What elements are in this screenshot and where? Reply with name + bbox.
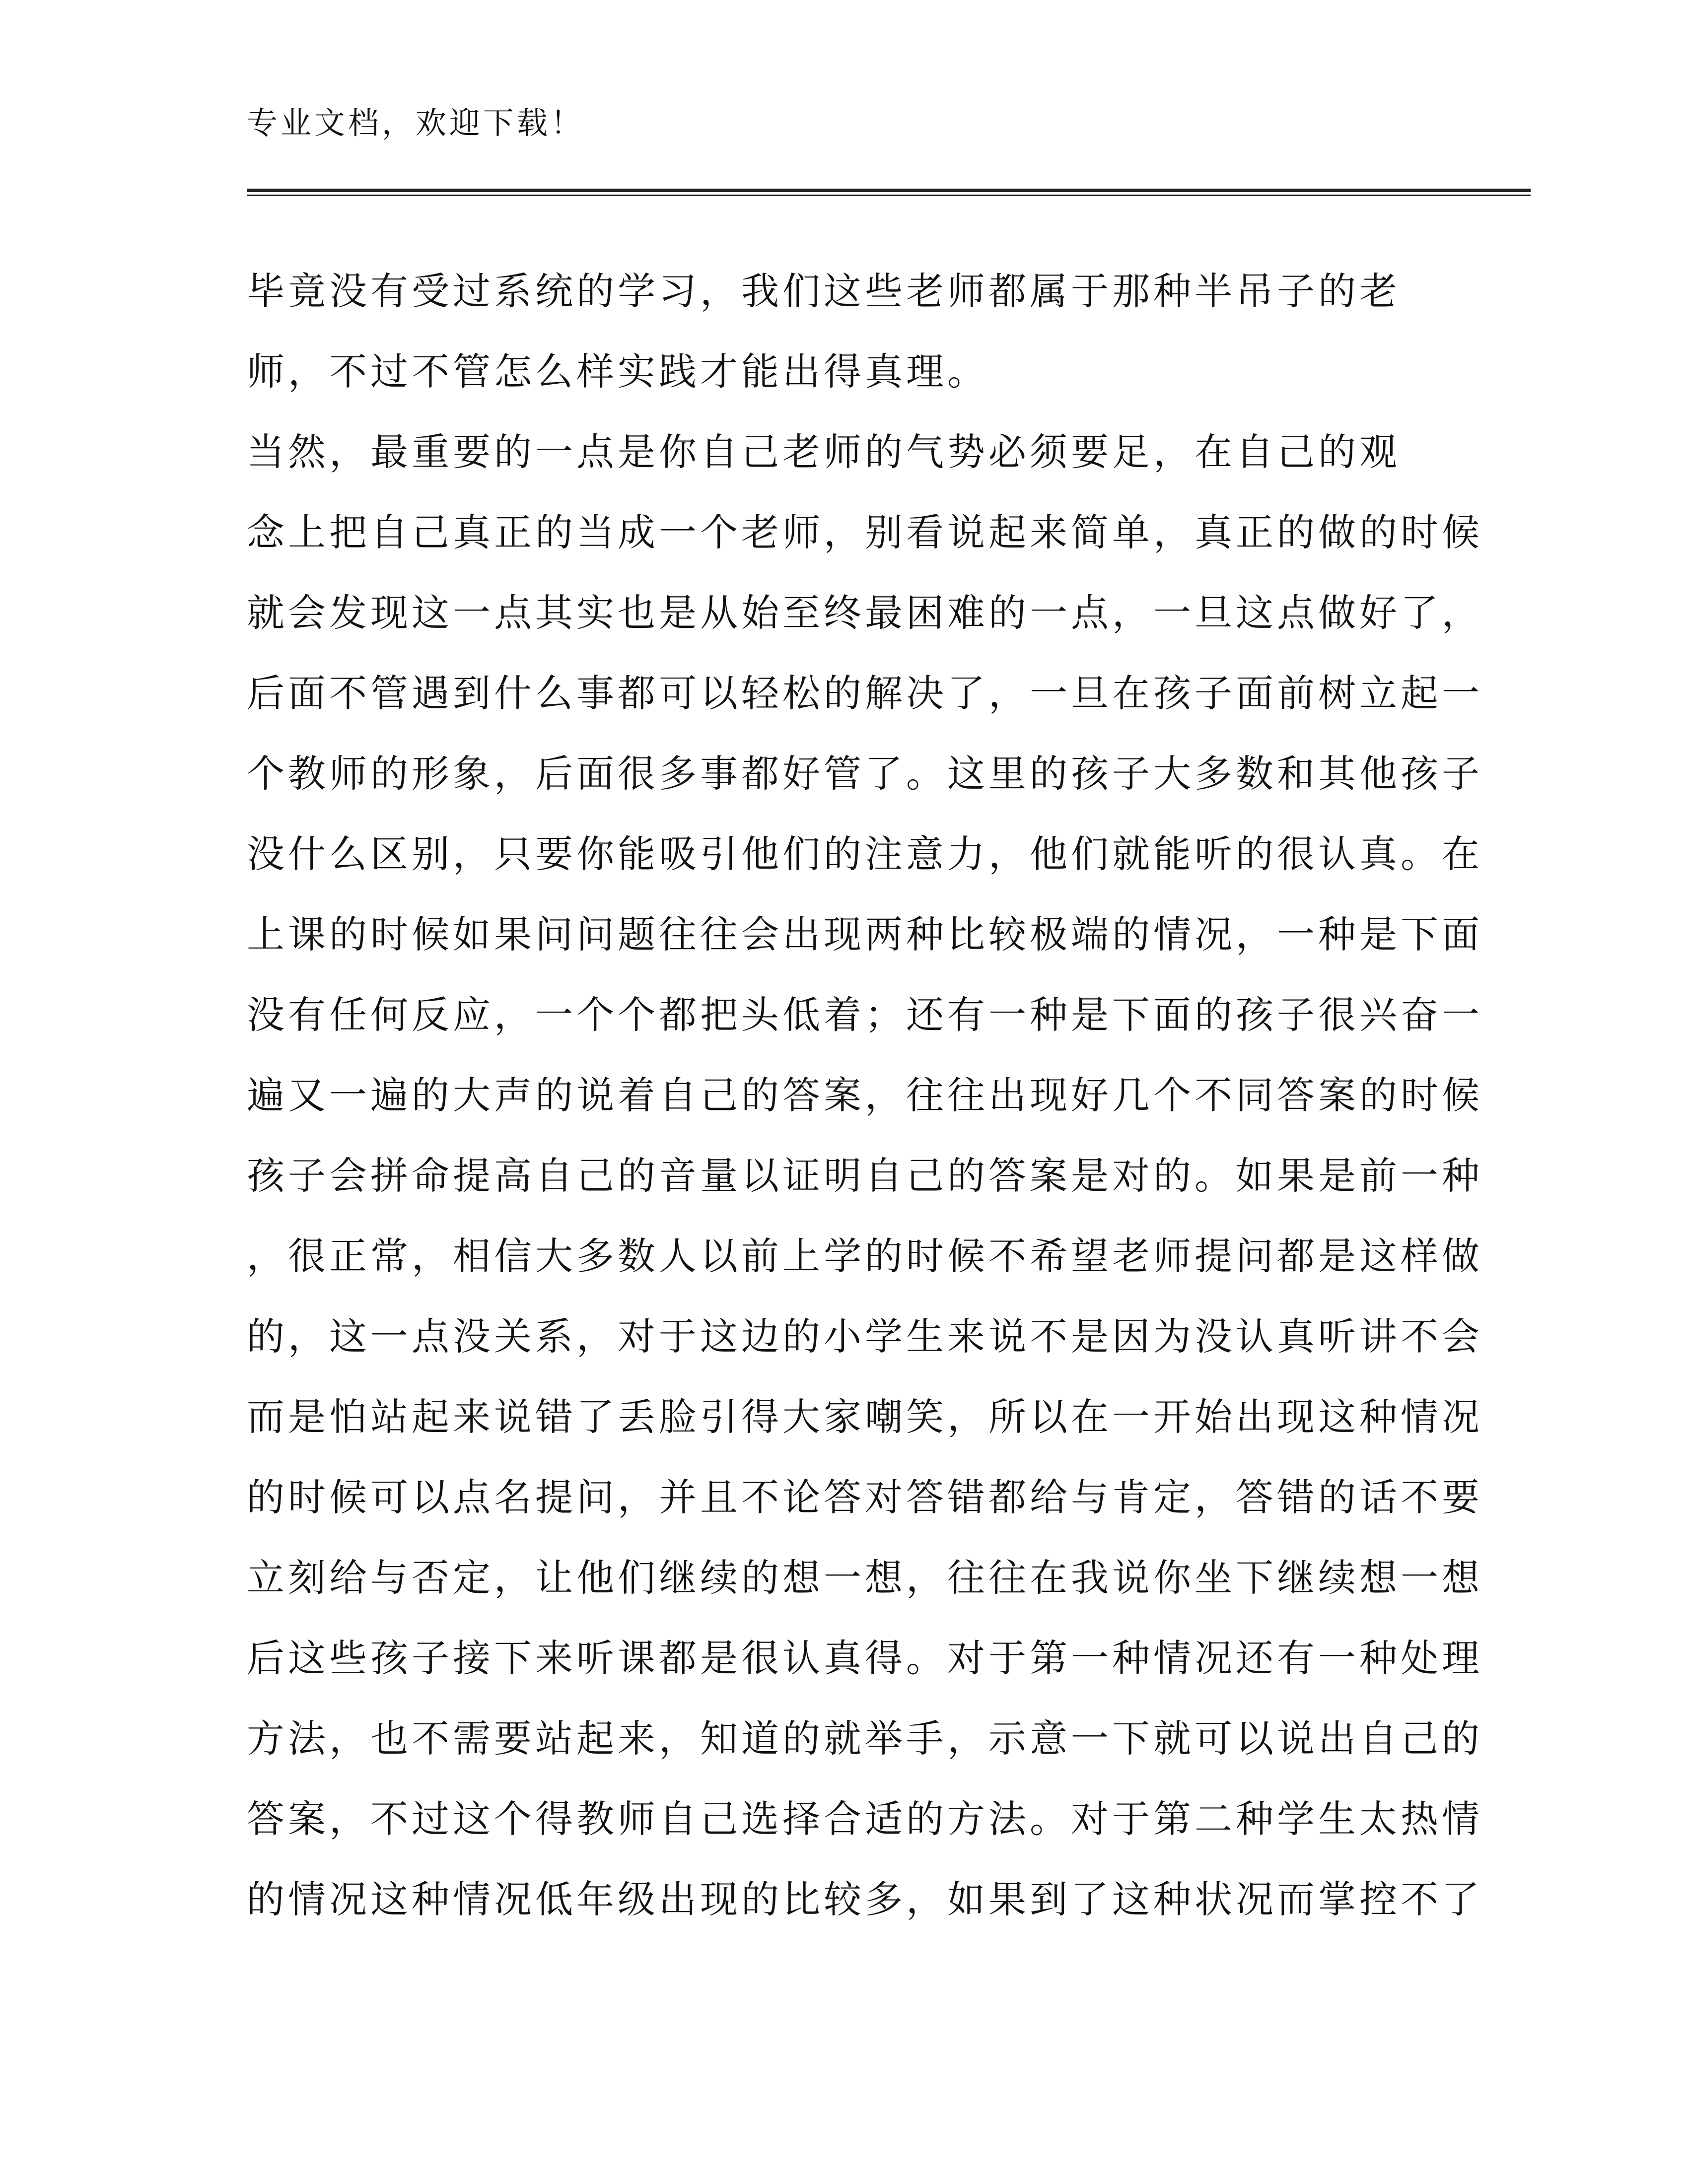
document-body — [247, 251, 1483, 1940]
text-line: 遍又一遍的大声的说着自己的答案，往往出现好几个不同答案的时候 — [247, 1073, 1483, 1117]
text-line: 念上把自己真正的当成一个老师，别看说起来简单，真正的做的时候 — [247, 510, 1483, 554]
text-line: 个教师的形象，后面很多事都好管了。这里的孩子大多数和其他孩子 — [247, 751, 1483, 796]
text-line: 师，不过不管怎么样实践才能出得真理。 — [247, 349, 988, 394]
text-line: 毕竟没有受过系统的学习，我们这些老师都属于那种半吊子的老 — [247, 269, 1401, 313]
text-line: 立刻给与否定，让他们继续的想一想，往往在我说你坐下继续想一想 — [247, 1556, 1483, 1600]
text-line: 的情况这种情况低年级出现的比较多，如果到了这种状况而掌控不了 — [247, 1877, 1483, 1921]
text-line: 后面不管遇到什么事都可以轻松的解决了，一旦在孩子面前树立起一 — [247, 671, 1483, 715]
text-line: 没什么区别，只要你能吸引他们的注意力，他们就能听的很认真。在 — [247, 832, 1483, 876]
text-line: 就会发现这一点其实也是从始至终最困难的一点，一旦这点做好了， — [247, 591, 1483, 635]
text-line: 没有任何反应，一个个都把头低着；还有一种是下面的孩子很兴奋一 — [247, 993, 1483, 1037]
text-line: ，很正常，相信大多数人以前上学的时候不希望老师提问都是这样做 — [247, 1234, 1483, 1278]
header-divider-thick — [247, 189, 1531, 192]
text-line: 后这些孩子接下来听课都是很认真得。对于第一种情况还有一种处理 — [247, 1636, 1483, 1680]
text-line: 而是怕站起来说错了丢脸引得大家嘲笑，所以在一开始出现这种情况 — [247, 1395, 1483, 1439]
text-line: 的时候可以点名提问，并且不论答对答错都给与肯定，答错的话不要 — [247, 1475, 1483, 1519]
text-line: 当然，最重要的一点是你自己老师的气势必须要足，在自己的观 — [247, 430, 1401, 474]
text-line: 上课的时候如果问问题往往会出现两种比较极端的情况，一种是下面 — [247, 912, 1483, 956]
text-line: 的，这一点没关系，对于这边的小学生来说不是因为没认真听讲不会 — [247, 1314, 1483, 1359]
text-line: 孩子会拼命提高自己的音量以证明自己的答案是对的。如果是前一种 — [247, 1154, 1483, 1198]
header-divider — [247, 189, 1531, 198]
text-line: 方法，也不需要站起来，知道的就举手，示意一下就可以说出自己的 — [247, 1716, 1483, 1761]
header-divider-thin — [247, 195, 1531, 196]
page-header: 专业文档，欢迎下载！ — [247, 105, 585, 141]
text-line: 答案，不过这个得教师自己选择合适的方法。对于第二种学生太热情 — [247, 1797, 1483, 1841]
